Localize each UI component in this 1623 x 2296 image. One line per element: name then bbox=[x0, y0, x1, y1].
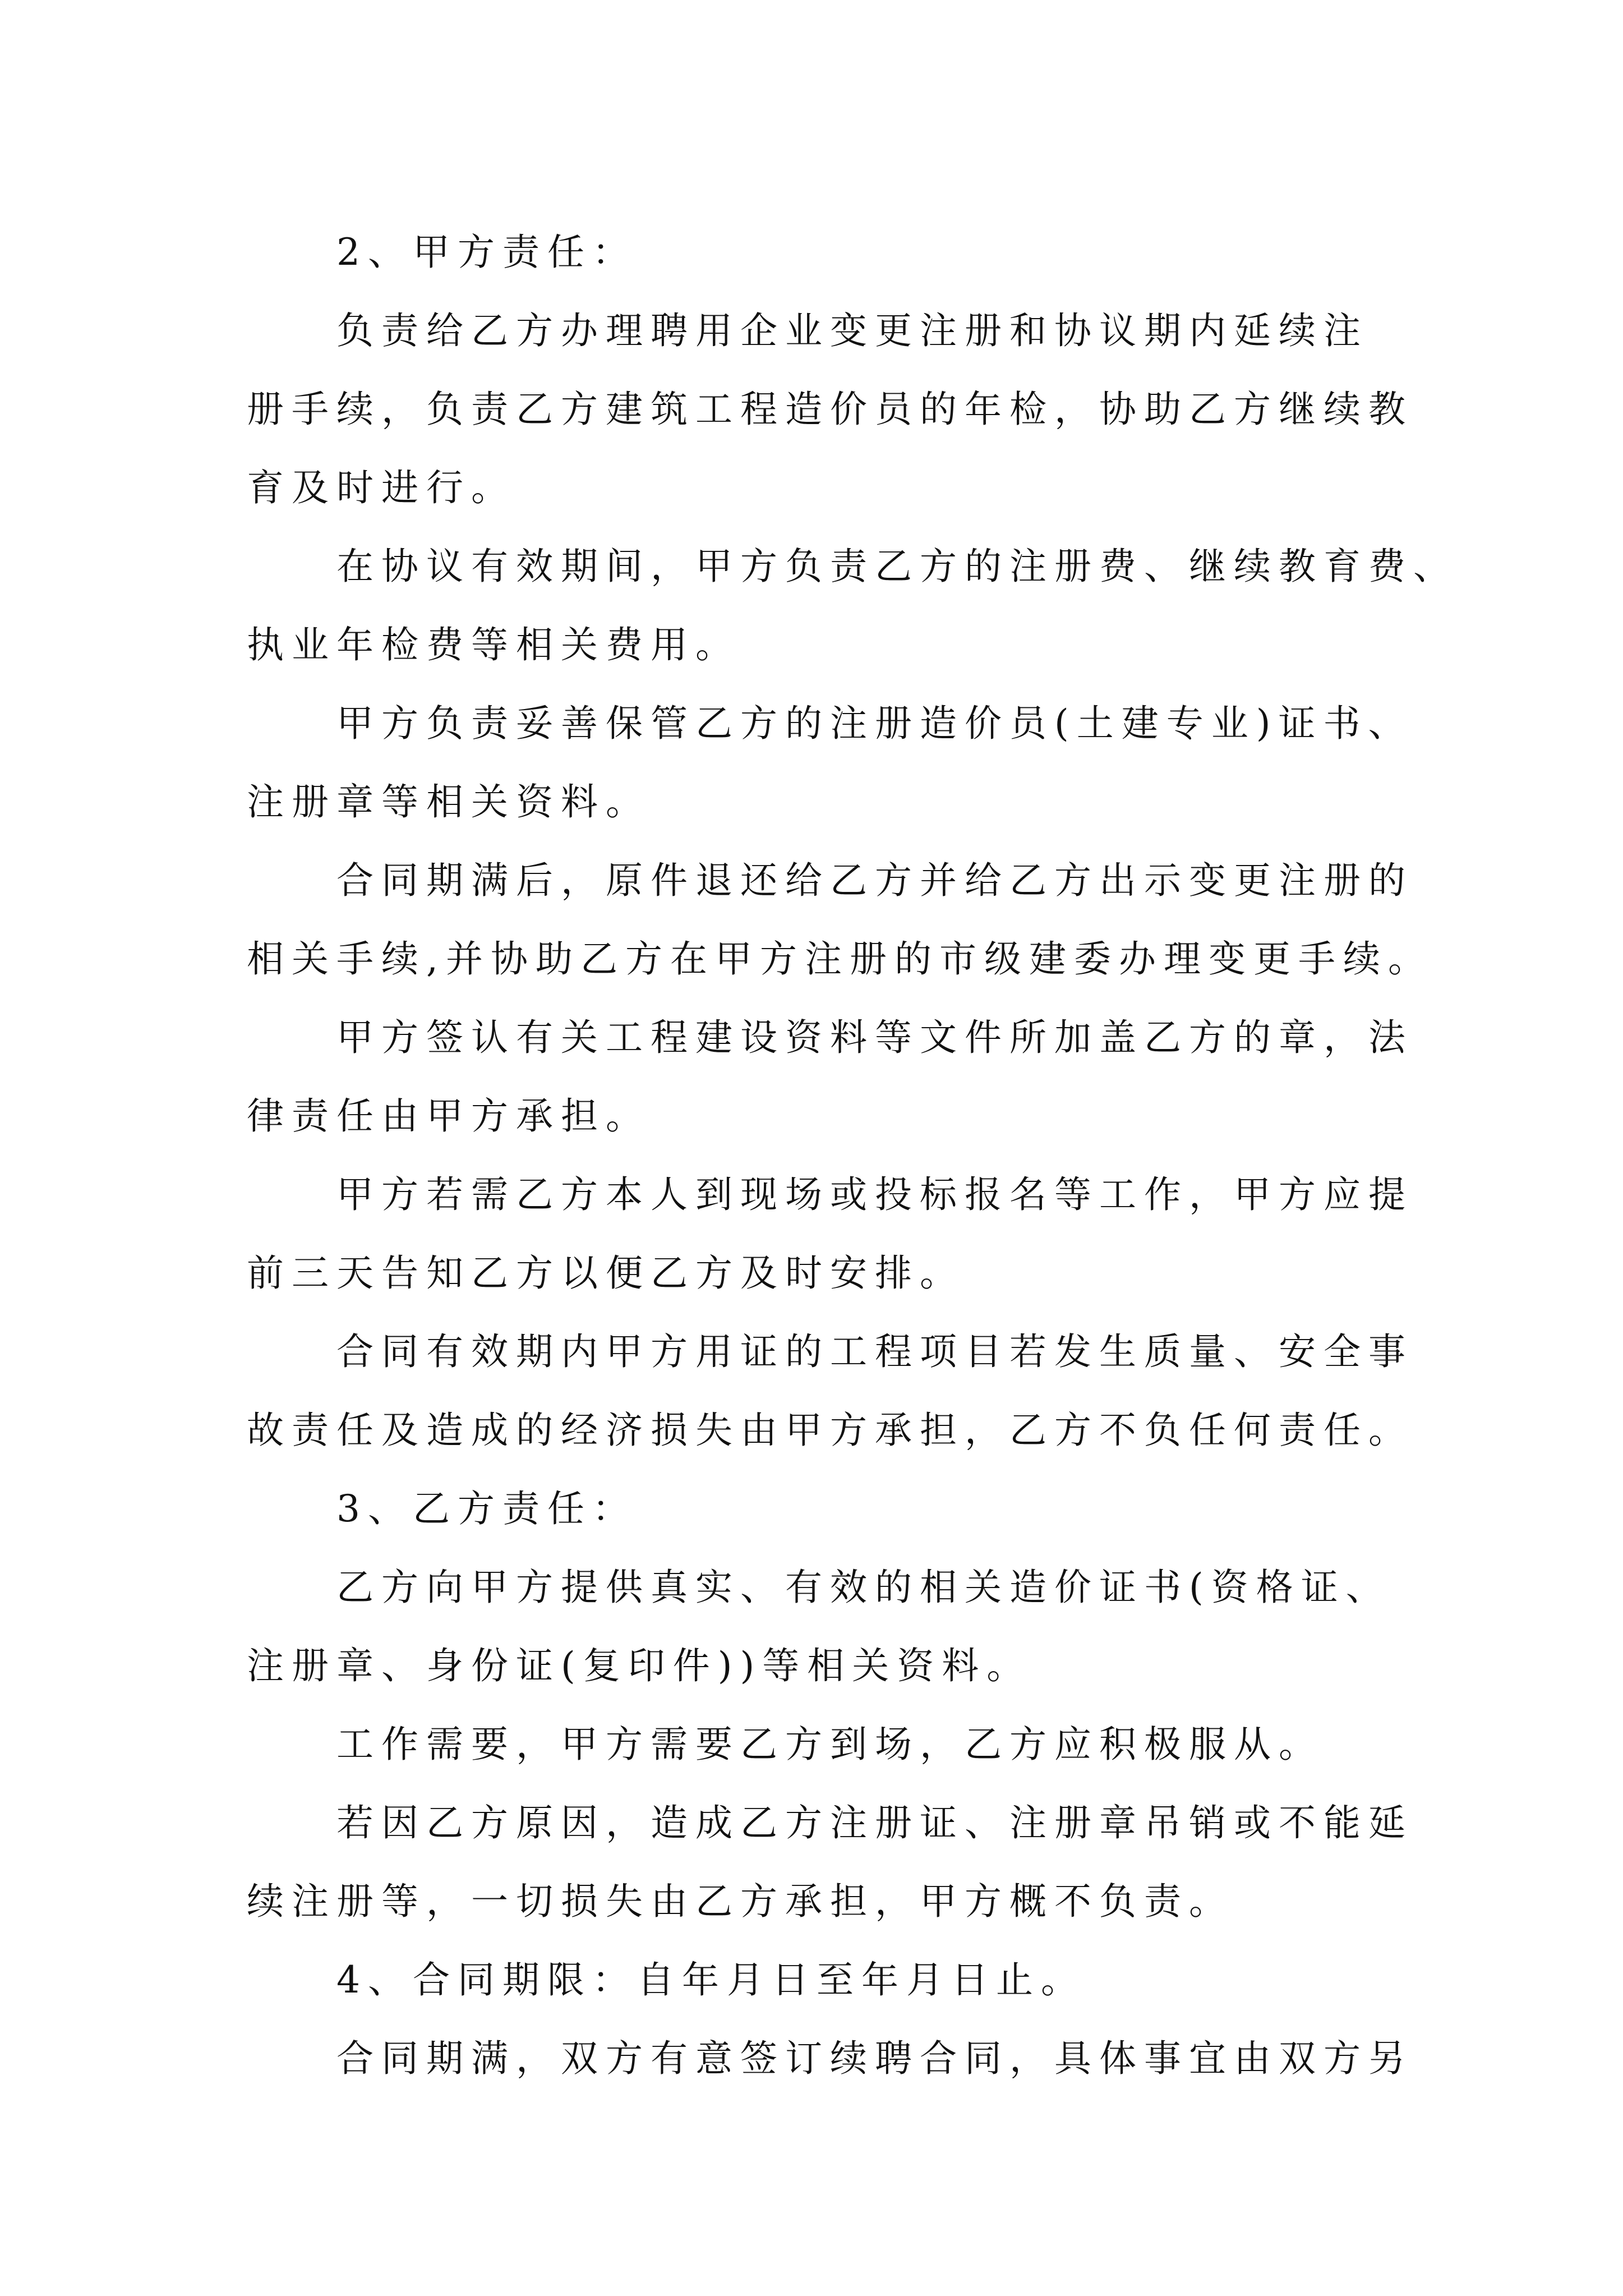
paragraph bbox=[247, 1548, 1391, 1705]
paragraph-line: 执业年检费等相关费用。 bbox=[247, 623, 740, 666]
paragraph-line: 甲方若需乙方本人到现场或投标报名等工作，甲方应提 bbox=[336, 1173, 1413, 1216]
paragraph-line: 若因乙方原因，造成乙方注册证、注册章吊销或不能延 bbox=[336, 1801, 1413, 1844]
section-heading-contract-term bbox=[247, 1941, 1391, 2019]
paragraph-line: 工作需要，甲方需要乙方到场，乙方应积极服从。 bbox=[336, 1723, 1324, 1766]
paragraph-line: 甲方签认有关工程建设资料等文件所加盖乙方的章，法 bbox=[336, 1016, 1413, 1059]
paragraph-line: 甲方负责妥善保管乙方的注册造价员(土建专业)证书、 bbox=[336, 702, 1413, 745]
paragraph-line: 故责任及造成的经济损失由甲方承担，乙方不负任何责任。 bbox=[247, 1409, 1413, 1452]
paragraph-line: 律责任由甲方承担。 bbox=[247, 1094, 651, 1138]
paragraph-line: 注册章等相关资料。 bbox=[247, 780, 651, 823]
paragraph bbox=[247, 527, 1458, 684]
paragraph bbox=[247, 1156, 1413, 1313]
paragraph bbox=[247, 684, 1413, 841]
paragraph-line: 合同有效期内甲方用证的工程项目若发生质量、安全事 bbox=[336, 1330, 1413, 1373]
paragraph bbox=[247, 292, 1413, 527]
paragraph-line: 在协议有效期间，甲方负责乙方的注册费、继续教育费、 bbox=[336, 545, 1458, 588]
paragraph-line: 4、合同期限：自年月日至年月日止。 bbox=[336, 1958, 1086, 2001]
paragraph-line: 合同期满后，原件退还给乙方并给乙方出示变更注册的 bbox=[336, 859, 1413, 902]
section-heading-party-a bbox=[247, 213, 1391, 292]
paragraph bbox=[247, 999, 1413, 1156]
paragraph-line: 续注册等，一切损失由乙方承担，甲方概不负责。 bbox=[247, 1880, 1234, 1923]
paragraph-line: 3、乙方责任： bbox=[336, 1487, 637, 1530]
paragraph-line: 负责给乙方办理聘用企业变更注册和协议期内延续注 bbox=[336, 309, 1368, 352]
paragraph-line: 注册章、身份证(复印件))等相关资料。 bbox=[247, 1644, 1032, 1687]
paragraph bbox=[247, 841, 1433, 999]
paragraph bbox=[247, 2019, 1413, 2098]
paragraph-line: 册手续，负责乙方建筑工程造价员的年检，协助乙方继续教 bbox=[247, 388, 1413, 431]
paragraph-line: 前三天告知乙方以便乙方及时安排。 bbox=[247, 1251, 965, 1295]
paragraph bbox=[247, 1705, 1391, 1784]
paragraph bbox=[247, 1784, 1413, 1941]
paragraph-line: 乙方向甲方提供真实、有效的相关造价证书(资格证、 bbox=[336, 1566, 1391, 1609]
paragraph-line: 相关手续,并协助乙方在甲方注册的市级建委办理变更手续。 bbox=[247, 937, 1433, 981]
document-body bbox=[247, 213, 1458, 2098]
paragraph-line: 合同期满，双方有意签订续聘合同，具体事宜由双方另 bbox=[336, 2037, 1413, 2080]
paragraph-line: 2、甲方责任： bbox=[336, 231, 637, 274]
section-heading-party-b bbox=[247, 1470, 1391, 1548]
paragraph-line: 育及时进行。 bbox=[247, 466, 516, 509]
paragraph bbox=[247, 1313, 1413, 1470]
